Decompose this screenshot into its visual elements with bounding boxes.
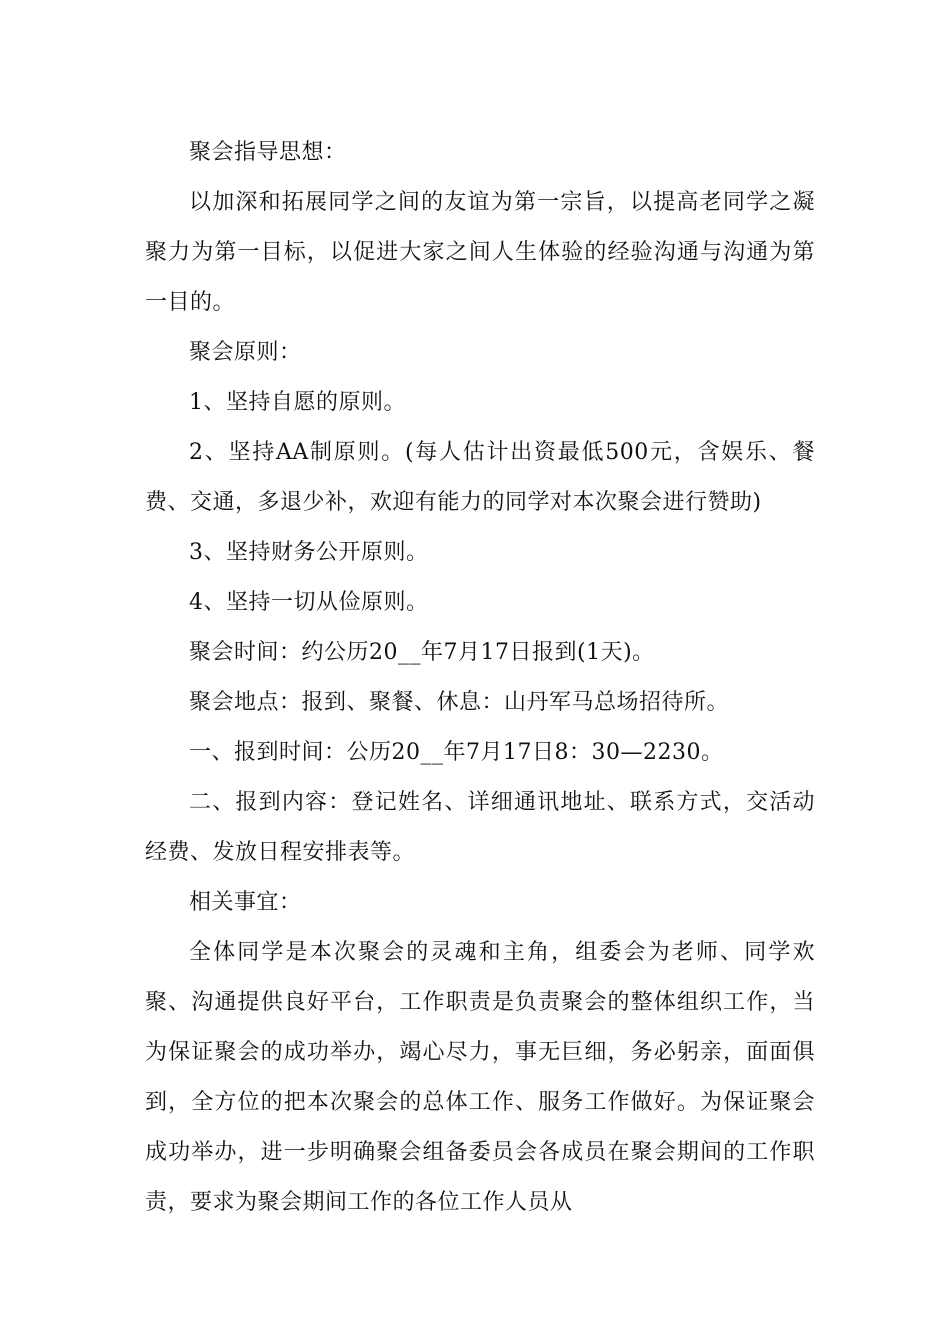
paragraph-guiding-thought: 以加深和拓展同学之间的友谊为第一宗旨，以提高老同学之凝聚力为第一目标，以促进大家之间人生体验的经验沟通与沟通为第一目的。 (145, 190, 815, 315)
meeting-time: 聚会时间：约公历20__年7月17日报到(1天)。 (189, 640, 655, 665)
document-body (145, 128, 815, 1228)
principle-item-1: 1、坚持自愿的原则。 (189, 390, 406, 415)
paragraph-related-matters: 全体同学是本次聚会的灵魂和主角，组委会为老师、同学欢聚、沟通提供良好平台，工作职责是负责聚会的整体组织工作，当为保证聚会的成功举办，竭心尽力，事无巨细，务必躬亲，面面俱到，全方位的把本次聚会的总体工作、服务工作做好。为保证聚会成功举办，进一步明确聚会组备委员会各成员在聚会期间的工作职责，要求为聚会期间工作的各位工作人员从 (145, 940, 815, 1215)
registration-content: 二、报到内容：登记姓名、详细通讯地址、联系方式，交活动经费、发放日程安排表等。 (145, 790, 815, 865)
principle-item-2: 2、坚持AA制原则。(每人估计出资最低500元，含娱乐、餐费、交通，多退少补，欢迎有能力的同学对本次聚会进行赞助) (145, 440, 815, 515)
heading-related-matters: 相关事宜： (189, 890, 302, 915)
heading-principles: 聚会原则： (189, 340, 302, 365)
principle-item-4: 4、坚持一切从俭原则。 (189, 590, 429, 615)
meeting-location: 聚会地点：报到、聚餐、休息：山丹军马总场招待所。 (189, 690, 730, 715)
principle-item-3: 3、坚持财务公开原则。 (189, 540, 429, 565)
registration-time: 一、报到时间：公历20__年7月17日8：30—2230。 (189, 740, 724, 765)
heading-guiding-thought: 聚会指导思想： (189, 140, 347, 165)
